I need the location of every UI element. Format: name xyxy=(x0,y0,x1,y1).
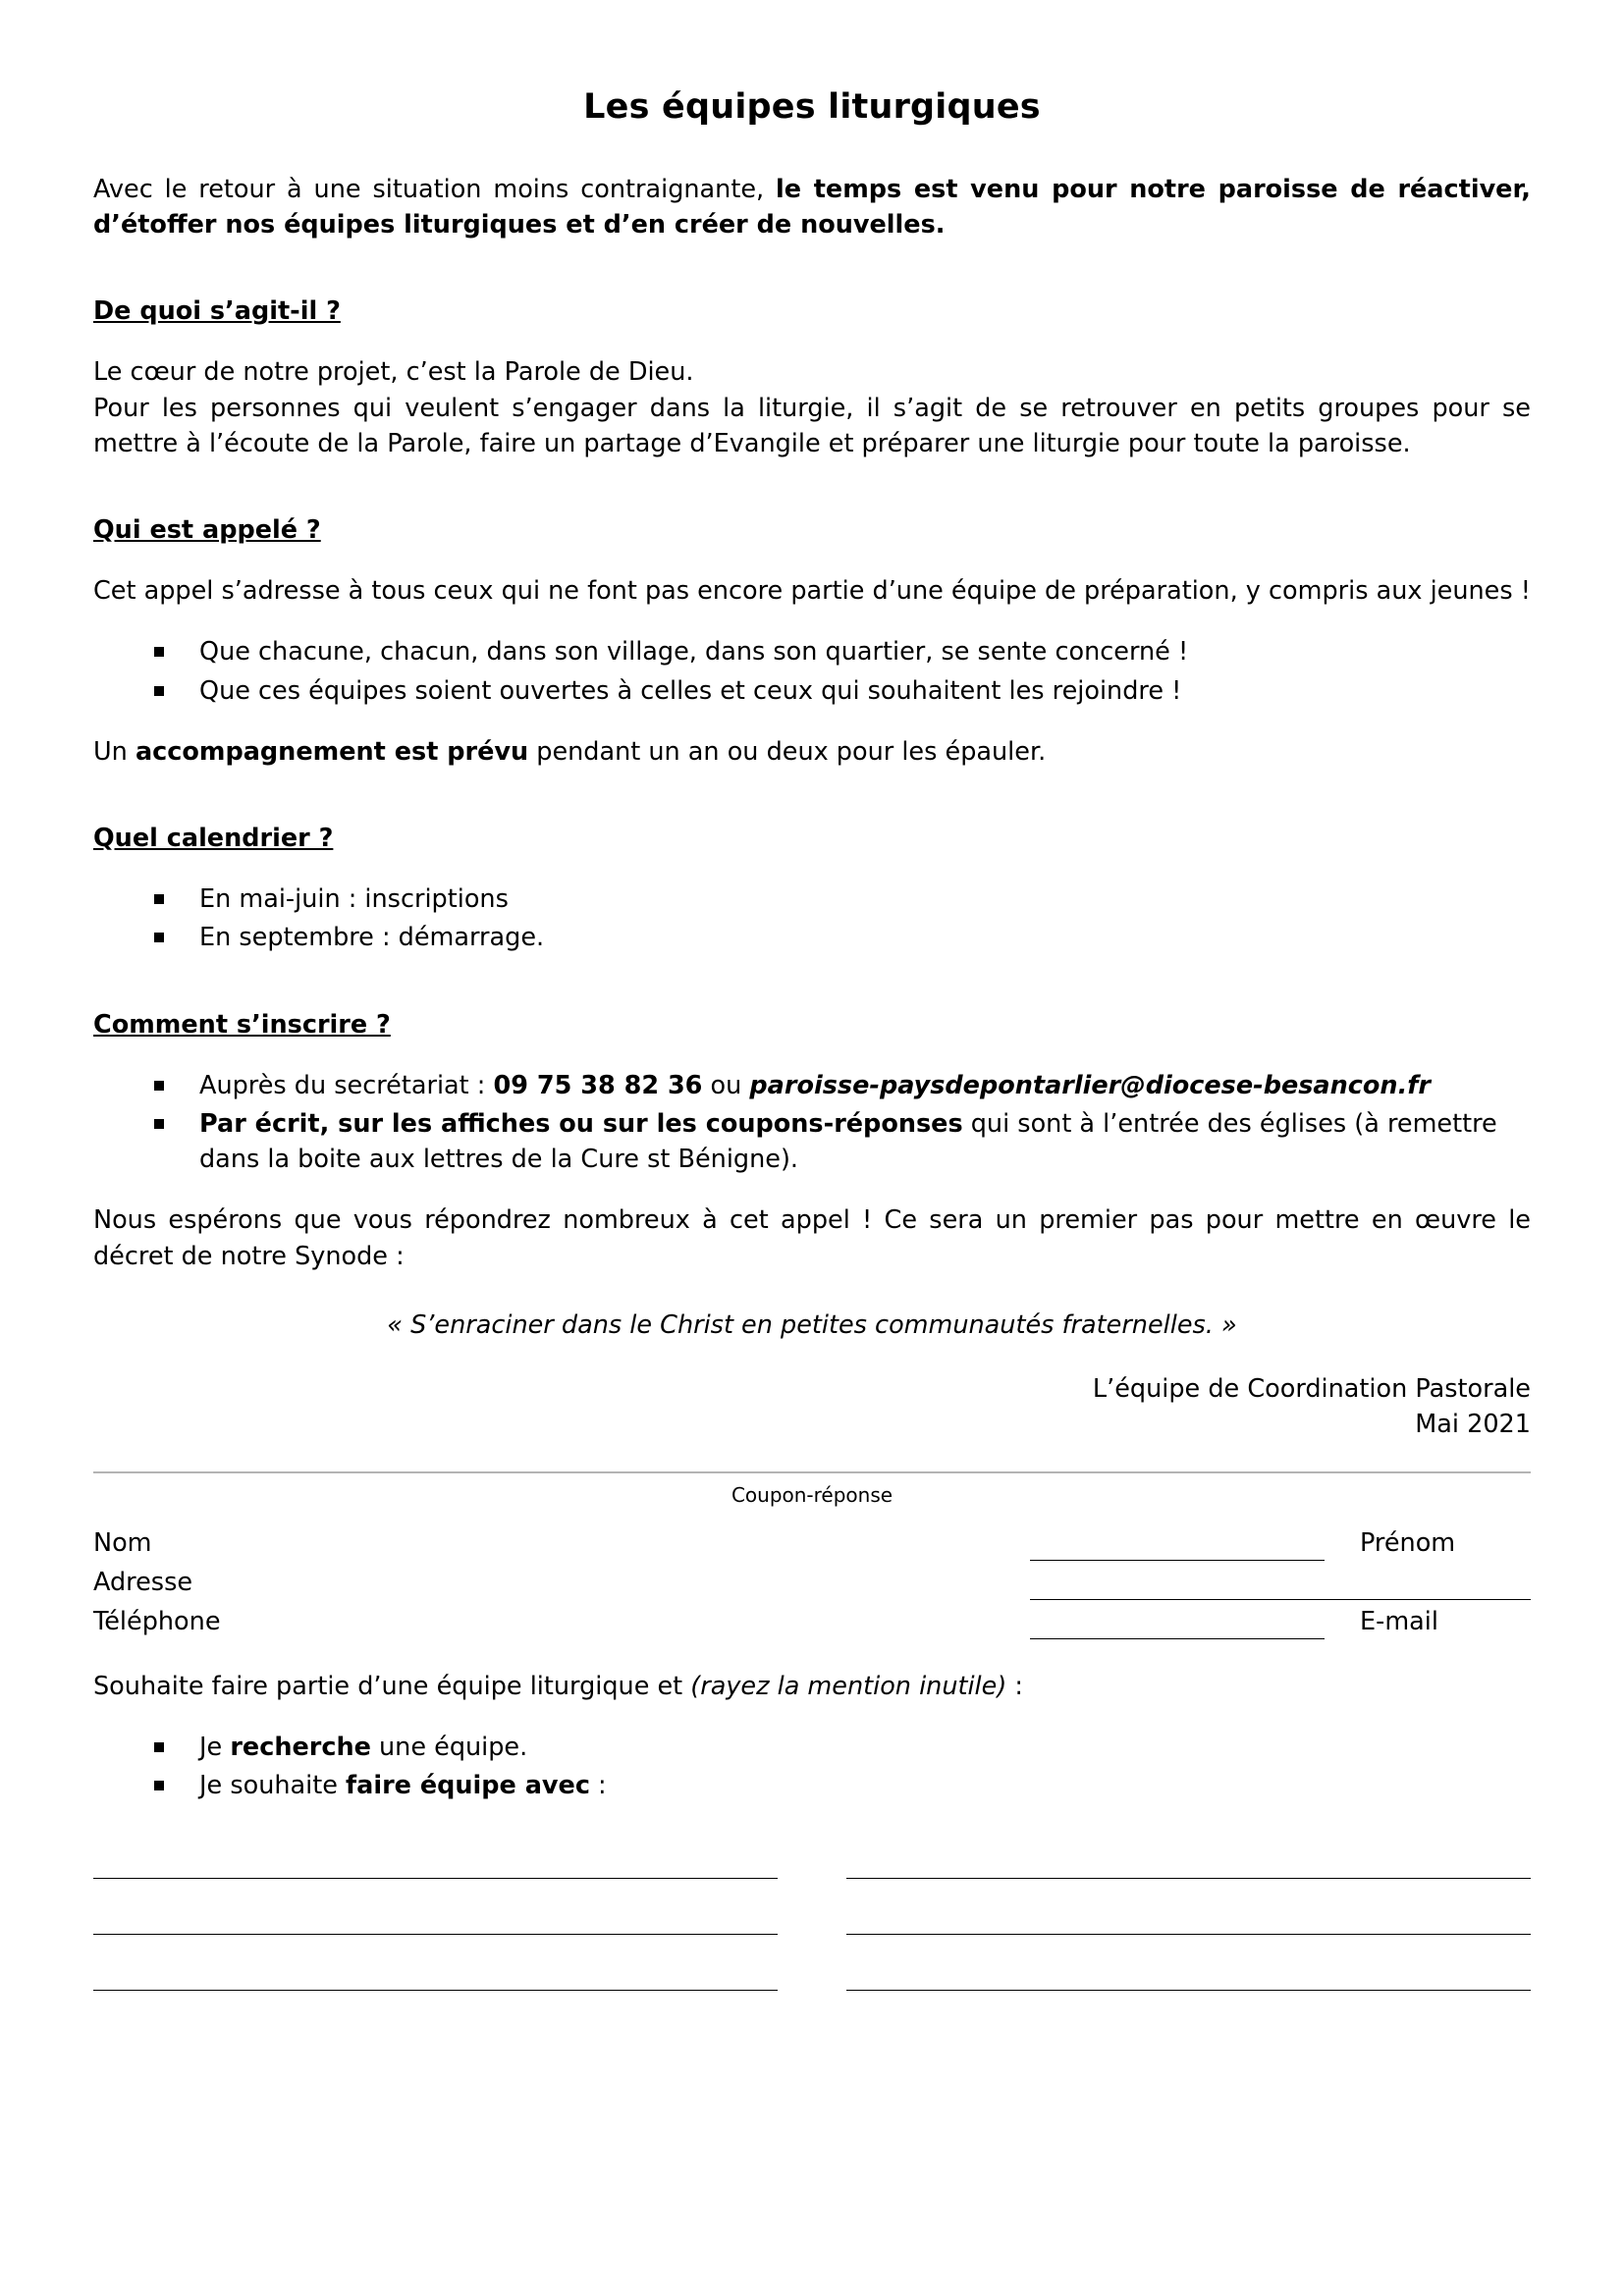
signature-block xyxy=(93,1372,1531,1442)
paragraph-conclusion: Nous espérons que vous répondrez nombreux à cet appel ! Ce sera un premier pas pour mettre en œuvre le décret de notre Synode : xyxy=(93,1205,1531,1271)
list-item: Que ces équipes soient ouvertes à celles et ceux qui souhaitent les rejoindre ! xyxy=(154,673,1531,709)
par-ecrit-bold: Par écrit, sur les affiches ou sur les coupons-réponses xyxy=(199,1108,963,1139)
coupon-form xyxy=(93,1522,1531,1639)
intro-paragraph xyxy=(93,172,1531,242)
secretariat-phone: 09 75 38 82 36 xyxy=(493,1070,703,1100)
accompagnement-bold: accompagnement est prévu xyxy=(135,736,529,767)
input-nom[interactable] xyxy=(1030,1530,1325,1561)
page-title: Les équipes liturgiques xyxy=(583,87,1041,127)
bullet-list-qui-est-appele xyxy=(93,634,1531,708)
form-row-telephone xyxy=(93,1600,1531,1639)
coupon-title: Coupon-réponse xyxy=(731,1483,893,1508)
synode-quote: « S’enraciner dans le Christ en petites communautés fraternelles. » xyxy=(387,1309,1237,1340)
souhaite-prefix: Souhaite faire partie d’une équipe liturgique et xyxy=(93,1671,691,1701)
section-heading-comment-s-inscrire: Comment s’inscrire ? xyxy=(93,1009,391,1040)
input-adresse[interactable] xyxy=(1030,1570,1531,1600)
blank-line-right[interactable] xyxy=(846,1908,1531,1935)
secretariat-prefix: Auprès du secrétariat : xyxy=(199,1070,494,1100)
bullet-list-inscription xyxy=(93,1068,1531,1178)
choice-2-suffix: : xyxy=(589,1771,607,1801)
blank-line-right[interactable] xyxy=(846,1852,1531,1879)
choice-1-prefix: Je xyxy=(199,1732,231,1762)
blank-line-left[interactable] xyxy=(93,1852,778,1879)
blank-line-left[interactable] xyxy=(93,1908,778,1935)
blank-write-in-area xyxy=(93,1852,1531,1991)
blank-line-row xyxy=(93,1908,1531,1935)
secretariat-email[interactable]: paroisse-paysdepontarlier@diocese-besancon.fr xyxy=(749,1070,1431,1100)
souhaite-italic: (rayez la mention inutile) xyxy=(690,1671,1007,1701)
form-row-nom xyxy=(93,1522,1531,1561)
signature-author: L’équipe de Coordination Pastorale xyxy=(1092,1373,1531,1404)
section-heading-de-quoi: De quoi s’agit-il ? xyxy=(93,296,341,327)
bullet-list-choices xyxy=(93,1730,1531,1803)
paragraph-accompagnement xyxy=(93,734,1531,770)
section-divider xyxy=(93,1471,1531,1473)
paragraph-souhaite xyxy=(93,1669,1531,1704)
label-telephone: Téléphone xyxy=(93,1606,221,1636)
souhaite-suffix: : xyxy=(1006,1671,1023,1701)
bullet-list-calendrier xyxy=(93,881,1531,955)
blank-line-row xyxy=(93,1852,1531,1879)
par-ecrit-rest: qui sont à l’entrée des églises (à remettre dans la boite aux lettres de la Cure st Bénigne). xyxy=(199,1108,1497,1175)
list-item: Que chacune, chacun, dans son village, dans son quartier, se sente concerné ! xyxy=(154,634,1531,669)
paragraph-petits-groupes: Pour les personnes qui veulent s’engager dans la liturgie, il s’agit de se retrouver en petits groupes pour se mettre à l’écoute de la Parole, faire un partage d’Evangile et préparer une liturgie pour toute la paroisse. xyxy=(93,393,1531,458)
list-item-par-ecrit xyxy=(154,1106,1531,1177)
label-nom: Nom xyxy=(93,1527,152,1558)
list-item-choice-faire-equipe[interactable] xyxy=(154,1768,1531,1803)
accompagnement-suffix: pendant un an ou deux pour les épauler. xyxy=(528,736,1047,767)
list-item-secretariat xyxy=(154,1068,1531,1103)
intro-normal-text: Avec le retour à une situation moins contraignante, xyxy=(93,174,777,204)
intro-bold-text: le temps est venu pour notre paroisse de réactiver, d’étoffer nos équipes liturgiques et d’en créer de nouvelles. xyxy=(93,174,1531,240)
paragraph-coeur-projet: Le cœur de notre projet, c’est la Parole de Dieu. xyxy=(93,357,694,388)
section-heading-qui-est-appele: Qui est appelé ? xyxy=(93,514,321,545)
choice-1-bold: recherche xyxy=(230,1732,371,1762)
choice-2-prefix: Je souhaite xyxy=(199,1771,347,1801)
list-item: En septembre : démarrage. xyxy=(154,920,1531,955)
label-email: E-mail xyxy=(1360,1606,1438,1636)
label-prenom: Prénom xyxy=(1360,1527,1456,1558)
signature-date: Mai 2021 xyxy=(1415,1409,1531,1439)
label-adresse: Adresse xyxy=(93,1567,193,1597)
accompagnement-prefix: Un xyxy=(93,736,135,767)
blank-line-row xyxy=(93,1964,1531,1991)
paragraph-appel-adresse: Cet appel s’adresse à tous ceux qui ne font pas encore partie d’une équipe de préparation, y compris aux jeunes ! xyxy=(93,576,1531,607)
form-row-adresse xyxy=(93,1561,1531,1600)
list-item: En mai-juin : inscriptions xyxy=(154,881,1531,917)
blank-line-left[interactable] xyxy=(93,1964,778,1991)
choice-2-bold: faire équipe avec xyxy=(346,1771,590,1801)
choice-1-suffix: une équipe. xyxy=(370,1732,528,1762)
input-telephone[interactable] xyxy=(1030,1609,1325,1639)
section-heading-quel-calendrier: Quel calendrier ? xyxy=(93,823,334,853)
secretariat-middle: ou xyxy=(702,1070,750,1100)
blank-line-right[interactable] xyxy=(846,1964,1531,1991)
list-item-choice-recherche[interactable] xyxy=(154,1730,1531,1765)
